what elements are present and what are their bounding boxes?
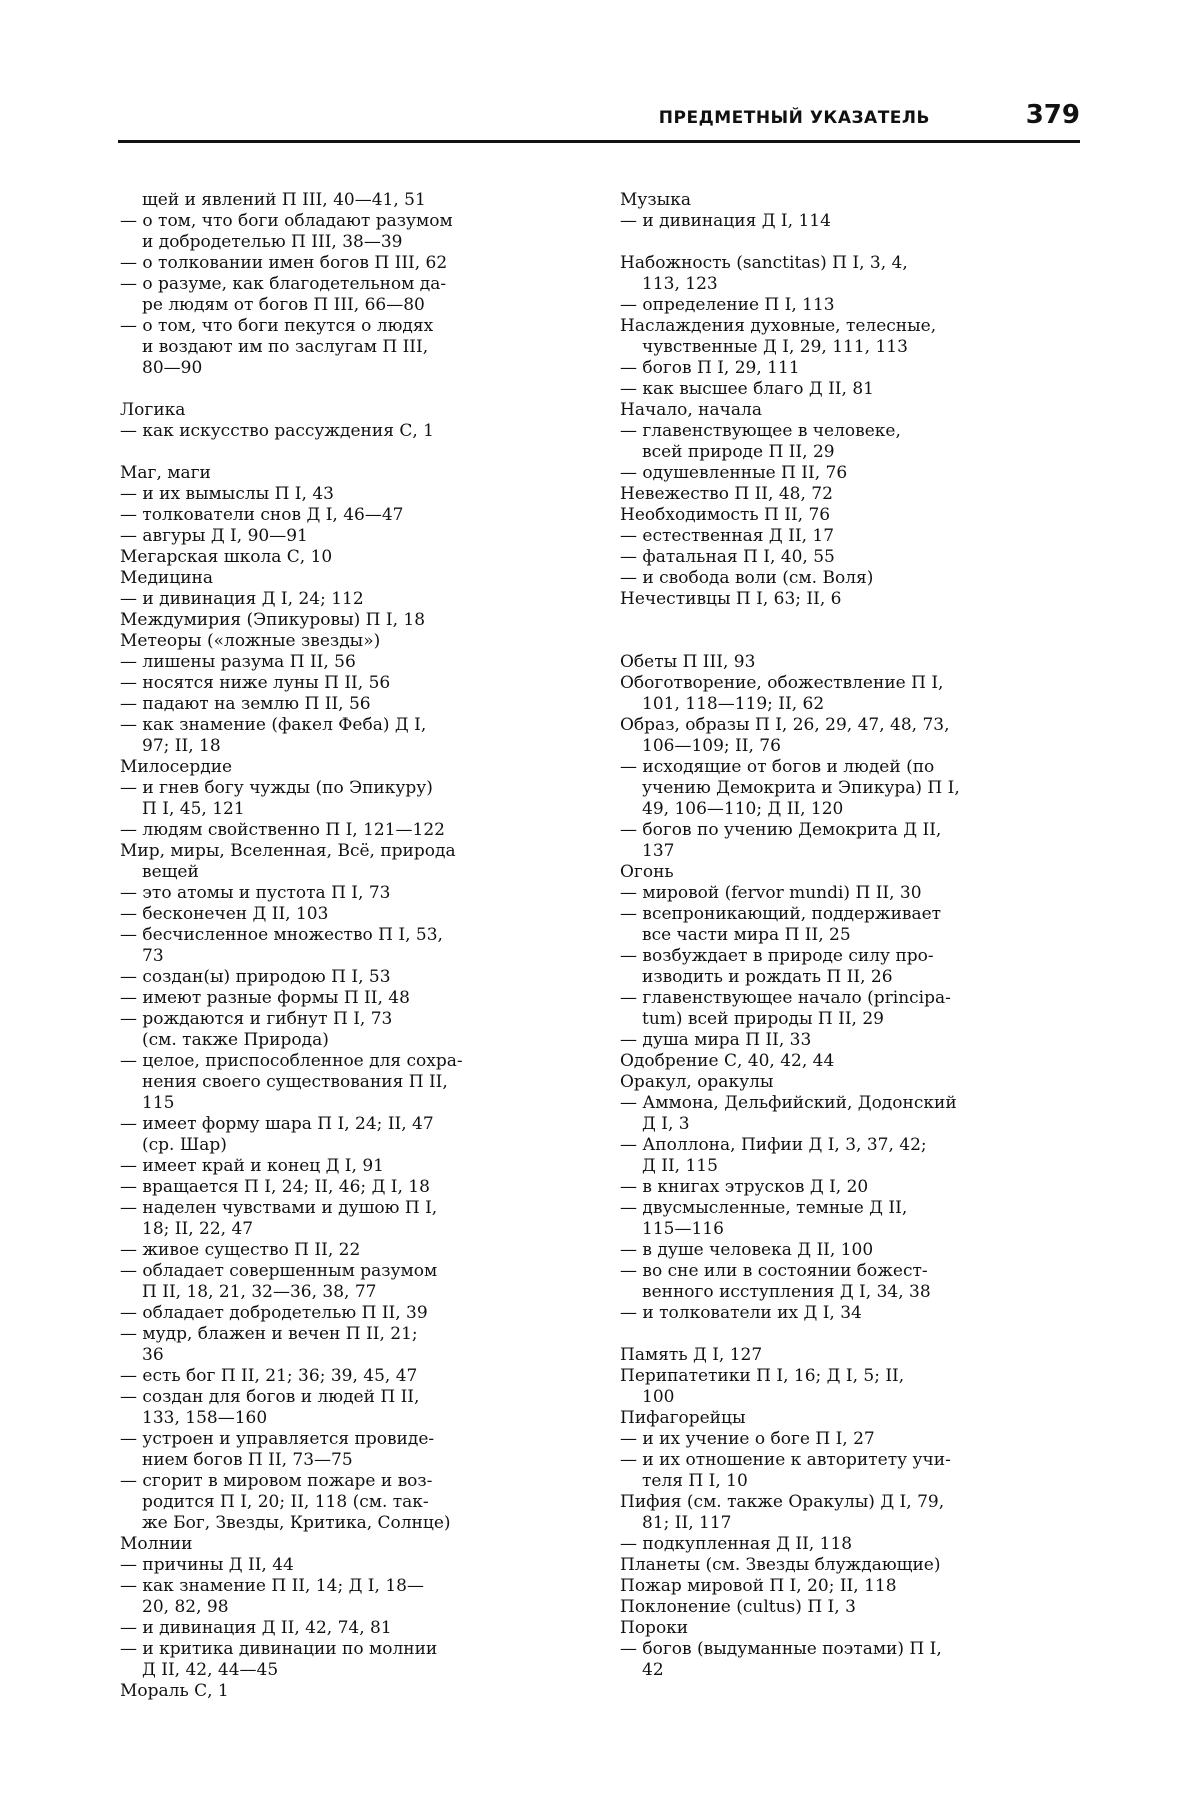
index-continuation-line: учению Демокрита и Эпикура) П I, (642, 778, 960, 798)
index-continuation-line: вещей (142, 862, 199, 882)
index-subentry: — одушевленные П II, 76 (620, 463, 848, 483)
index-continuation-line: 36 (142, 1345, 164, 1365)
index-entry-heading: Медицина (120, 568, 213, 588)
index-continuation-line: 97; II, 18 (142, 736, 221, 756)
index-subentry: — бесконечен Д II, 103 (120, 904, 329, 924)
index-entry-heading: Нечестивцы П I, 63; II, 6 (620, 589, 842, 609)
index-subentry: — бесчисленное множество П I, 53, (120, 925, 443, 945)
index-subentry: — главенствующее начало (principa- (620, 988, 951, 1008)
index-entry-heading: Одобрение С, 40, 42, 44 (620, 1051, 835, 1071)
index-entry-heading: Планеты (см. Звезды блуждающие) (620, 1555, 941, 1575)
index-subentry: — фатальная П I, 40, 55 (620, 547, 835, 567)
index-subentry: — и их вымыслы П I, 43 (120, 484, 334, 504)
index-subentry: — людям свойственно П I, 121—122 (120, 820, 445, 840)
index-continuation-line: 106—109; II, 76 (642, 736, 781, 756)
index-continuation-line: всей природе П II, 29 (642, 442, 835, 462)
index-continuation-line: 113, 123 (642, 274, 718, 294)
index-entry-heading: Мораль С, 1 (120, 1681, 229, 1701)
index-continuation-line: Д I, 3 (642, 1114, 690, 1134)
running-head-title: ПРЕДМЕТНЫЙ УКАЗАТЕЛЬ (658, 108, 930, 128)
index-subentry: — богов (выдуманные поэтами) П I, (620, 1639, 942, 1659)
index-entry-heading: Память Д I, 127 (620, 1345, 763, 1365)
index-subentry: — лишены разума П II, 56 (120, 652, 356, 672)
index-continuation-line: П II, 18, 21, 32—36, 38, 77 (142, 1282, 377, 1302)
index-subentry: — и дивинация Д I, 114 (620, 211, 831, 231)
index-entry-heading: Перипатетики П I, 16; Д I, 5; II, (620, 1366, 905, 1386)
index-entry-heading: Пифагорейцы (620, 1408, 746, 1428)
index-subentry: — авгуры Д I, 90—91 (120, 526, 308, 546)
index-continuation-line: теля П I, 10 (642, 1471, 748, 1491)
index-subentry: — создан(ы) природою П I, 53 (120, 967, 391, 987)
index-continuation-line: Д II, 115 (642, 1156, 718, 1176)
index-entry-heading: Оракул, оракулы (620, 1072, 774, 1092)
index-subentry: — как знамение П II, 14; Д I, 18— (120, 1576, 424, 1596)
index-subentry: — Аммона, Дельфийский, Додонский (620, 1093, 957, 1113)
index-column-right (620, 190, 1082, 1681)
page-header (118, 96, 1080, 142)
index-subentry: — есть бог П II, 21; 36; 39, 45, 47 (120, 1366, 418, 1386)
index-entry-heading: Начало, начала (620, 400, 762, 420)
index-subentry: — мудр, блажен и вечен П II, 21; (120, 1324, 418, 1344)
index-subentry: — и их учение о боге П I, 27 (620, 1429, 875, 1449)
index-continuation-line: родится П I, 20; II, 118 (см. так- (142, 1492, 429, 1512)
index-continuation-line: 42 (642, 1660, 664, 1680)
index-entry-heading: Наслаждения духовные, телесные, (620, 316, 937, 336)
index-entry-heading: Образ, образы П I, 26, 29, 47, 48, 73, (620, 715, 950, 735)
index-subentry: — падают на землю П II, 56 (120, 694, 371, 714)
index-subentry: — во сне или в состоянии божест- (620, 1261, 928, 1281)
index-continuation-line: tum) всей природы П II, 29 (642, 1009, 884, 1029)
index-continuation-line: щей и явлений П III, 40—41, 51 (142, 190, 426, 210)
index-entry-heading: Необходимость П II, 76 (620, 505, 831, 525)
index-continuation-line: изводить и рождать П II, 26 (642, 967, 893, 987)
index-subentry: — определение П I, 113 (620, 295, 835, 315)
index-continuation-line: 137 (642, 841, 675, 861)
index-subentry: — в душе человека Д II, 100 (620, 1240, 874, 1260)
index-subentry: — обладает добродетелью П II, 39 (120, 1303, 428, 1323)
blank-line (620, 631, 1082, 652)
index-continuation-line: 101, 118—119; II, 62 (642, 694, 825, 714)
index-continuation-line: венного исступления Д I, 34, 38 (642, 1282, 931, 1302)
index-subentry: — рождаются и гибнут П I, 73 (120, 1009, 393, 1029)
header-rule (118, 140, 1080, 143)
index-subentry: — о том, что боги пекутся о людях (120, 316, 434, 336)
index-subentry: — Аполлона, Пифии Д I, 3, 37, 42; (620, 1135, 927, 1155)
index-subentry: — мировой (fervor mundi) П II, 30 (620, 883, 922, 903)
index-entry-heading: Маг, маги (120, 463, 211, 483)
index-subentry: — в книгах этрусков Д I, 20 (620, 1177, 869, 1197)
index-continuation-line: П I, 45, 121 (142, 799, 245, 819)
blank-line (620, 1324, 1082, 1345)
index-subentry: — подкупленная Д II, 118 (620, 1534, 853, 1554)
page-number: 379 (1025, 100, 1080, 130)
index-subentry: — как высшее благо Д II, 81 (620, 379, 874, 399)
index-subentry: — двусмысленные, темные Д II, (620, 1198, 908, 1218)
blank-line (620, 610, 1082, 631)
index-subentry: — и свобода воли (см. Воля) (620, 568, 874, 588)
index-continuation-line: 20, 82, 98 (142, 1597, 229, 1617)
index-subentry: — создан для богов и людей П II, (120, 1387, 420, 1407)
index-subentry: — толкователи снов Д I, 46—47 (120, 505, 404, 525)
index-entry-heading: Пороки (620, 1618, 689, 1638)
index-continuation-line: 80—90 (142, 358, 203, 378)
index-subentry: — всепроникающий, поддерживает (620, 904, 942, 924)
index-continuation-line: нения своего существования П II, (142, 1072, 448, 1092)
index-subentry: — главенствующее в человеке, (620, 421, 901, 441)
index-entry-heading: Пожар мировой П I, 20; II, 118 (620, 1576, 897, 1596)
index-subentry: — это атомы и пустота П I, 73 (120, 883, 391, 903)
index-subentry: — и толкователи их Д I, 34 (620, 1303, 862, 1323)
index-entry-heading: Молнии (120, 1534, 193, 1554)
index-subentry: — и критика дивинации по молнии (120, 1639, 438, 1659)
index-subentry: — живое существо П II, 22 (120, 1240, 361, 1260)
index-continuation-line: 18; II, 22, 47 (142, 1219, 254, 1239)
index-subentry: — богов по учению Демокрита Д II, (620, 820, 942, 840)
index-entry-heading: Пифия (см. также Оракулы) Д I, 79, (620, 1492, 945, 1512)
index-entry-heading: Поклонение (cultus) П I, 3 (620, 1597, 856, 1617)
index-subentry: — носятся ниже луны П II, 56 (120, 673, 391, 693)
index-entry-heading: Обоготворение, обожествление П I, (620, 673, 944, 693)
index-continuation-line: (ср. Шар) (142, 1135, 227, 1155)
index-subentry: — о том, что боги обладают разумом (120, 211, 453, 231)
index-continuation-line: 115—116 (642, 1219, 724, 1239)
blank-line (120, 379, 582, 400)
index-entry-heading: Невежество П II, 48, 72 (620, 484, 833, 504)
index-continuation-line: Д II, 42, 44—45 (142, 1660, 279, 1680)
index-subentry: — естественная Д II, 17 (620, 526, 835, 546)
index-continuation-line: и воздают им по заслугам П III, (142, 337, 429, 357)
index-subentry: — имеют разные формы П II, 48 (120, 988, 410, 1008)
index-entry-heading: Мир, миры, Вселенная, Всё, природа (120, 841, 456, 861)
index-entry-heading: Набожность (sanctitas) П I, 3, 4, (620, 253, 908, 273)
index-entry-heading: Музыка (620, 190, 691, 210)
index-subentry: — имеет край и конец Д I, 91 (120, 1156, 384, 1176)
index-entry-heading: Междумирия (Эпикуровы) П I, 18 (120, 610, 426, 630)
index-continuation-line: 100 (642, 1387, 675, 1407)
index-subentry: — наделен чувствами и душою П I, (120, 1198, 438, 1218)
index-subentry: — как искусство рассуждения С, 1 (120, 421, 434, 441)
index-entry-heading: Логика (120, 400, 186, 420)
index-entry-heading: Метеоры («ложные звезды») (120, 631, 381, 651)
index-subentry: — сгорит в мировом пожаре и воз- (120, 1471, 433, 1491)
index-continuation-line: 81; II, 117 (642, 1513, 732, 1533)
index-continuation-line: ре людям от богов П III, 66—80 (142, 295, 425, 315)
blank-line (620, 232, 1082, 253)
index-subentry: — причины Д II, 44 (120, 1555, 294, 1575)
index-subentry: — обладает совершенным разумом (120, 1261, 438, 1281)
blank-line (120, 442, 582, 463)
index-entry-heading: Огонь (620, 862, 674, 882)
index-subentry: — целое, приспособленное для сохра- (120, 1051, 463, 1071)
index-entry-heading: Мегарская школа С, 10 (120, 547, 333, 567)
index-subentry: — и их отношение к авторитету учи- (620, 1450, 951, 1470)
index-subentry: — исходящие от богов и людей (по (620, 757, 935, 777)
index-entry-heading: Обеты П III, 93 (620, 652, 756, 672)
index-subentry: — имеет форму шара П I, 24; II, 47 (120, 1114, 434, 1134)
index-subentry: — душа мира П II, 33 (620, 1030, 812, 1050)
index-continuation-line: 115 (142, 1093, 175, 1113)
index-continuation-line: и добродетелью П III, 38—39 (142, 232, 403, 252)
index-continuation-line: 73 (142, 946, 164, 966)
index-subentry: — о толковании имен богов П III, 62 (120, 253, 448, 273)
index-continuation-line: же Бог, Звезды, Критика, Солнце) (142, 1513, 451, 1533)
index-entry-heading: Милосердие (120, 757, 233, 777)
index-subentry: — богов П I, 29, 111 (620, 358, 800, 378)
index-continuation-line: 133, 158—160 (142, 1408, 268, 1428)
index-continuation-line: нием богов П II, 73—75 (142, 1450, 353, 1470)
index-subentry: — вращается П I, 24; II, 46; Д I, 18 (120, 1177, 430, 1197)
index-subentry: — возбуждает в природе силу про- (620, 946, 934, 966)
index-subentry: — и дивинация Д I, 24; 112 (120, 589, 364, 609)
index-continuation-line: (см. также Природа) (142, 1030, 329, 1050)
index-subentry: — устроен и управляется провиде- (120, 1429, 435, 1449)
index-column-left (120, 190, 582, 1702)
index-subentry: — как знамение (факел Феба) Д I, (120, 715, 427, 735)
index-subentry: — о разуме, как благодетельном да- (120, 274, 447, 294)
index-subentry: — и гнев богу чужды (по Эпикуру) (120, 778, 433, 798)
index-continuation-line: чувственные Д I, 29, 111, 113 (642, 337, 908, 357)
index-continuation-line: 49, 106—110; Д II, 120 (642, 799, 844, 819)
index-continuation-line: все части мира П II, 25 (642, 925, 851, 945)
index-subentry: — и дивинация Д II, 42, 74, 81 (120, 1618, 392, 1638)
